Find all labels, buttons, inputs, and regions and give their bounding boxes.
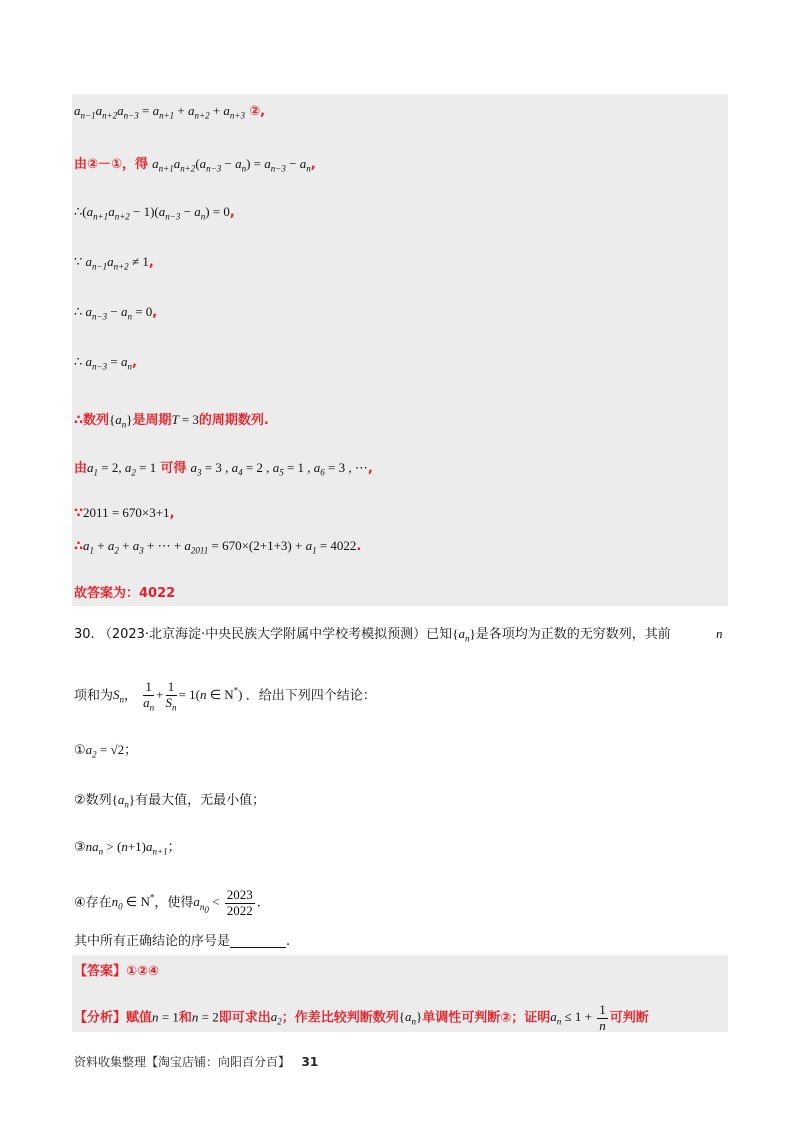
- sum-symbol: $S_n$: [113, 687, 125, 706]
- solution-line-1: [74, 104, 265, 121]
- equation: $a_{n_0}$ < $\frac{2023}{2022}$: [193, 887, 253, 918]
- solution-line-2: 由②－①，得 $a_{n+1}a_{n+2}(a_{n-3} - a_n) = a_{n-3} - a_n$,: [74, 156, 316, 174]
- footer-text: 资料收集整理【淘宝店铺：向阳百分百】: [74, 1055, 291, 1069]
- equation: $na_n > (n+1)a_{n+1}$: [85, 839, 168, 857]
- solution-line-8: 由$a_1 = 2$, $a_2 = 1$ 可得 $a_3 = 3$ , $a_4 = 2$ , $a_5 = 1$ , $a_6 = 3$ , ⋯,: [74, 460, 373, 478]
- sequence-set: $\{a_n\}$: [111, 792, 136, 810]
- equation: ∴ $a_{n-3} - a_n = 0$: [74, 304, 153, 322]
- option-3: $③na_n > (n+1)a_{n+1}$；: [74, 839, 181, 857]
- solution-line-5: ∴ $a_{n-3} - a_n = 0$,: [74, 304, 158, 322]
- equation: $a_{n-1}a_{n+2}a_{n-3} = a_{n+1} + a_{n+2} + a_{n+3}$: [74, 103, 245, 121]
- answer-label-line: 【答案】①②④: [74, 964, 160, 979]
- solution-line-6: ∴ $a_{n-3} = a_n$,: [74, 354, 137, 372]
- question-number: 30.: [74, 627, 95, 642]
- period-value: T = 3: [171, 412, 199, 427]
- option-4: ④存在$n_0$ ∈ N*，使得$a_{n_0}$ < $\frac{2023}{2022}$ .: [74, 887, 261, 918]
- equation: $\therefore(a_{n+1}a_{n+2} - 1)(a_{n-3} - a_n) = 0$: [74, 204, 230, 222]
- equation: $a_1 = 2$, $a_2 = 1$: [87, 460, 157, 478]
- step-text: 由②－①，得: [74, 157, 149, 172]
- equation: ∵ $a_{n-1}a_{n+2} \ne 1$: [74, 254, 149, 272]
- solution-line-9: ∵2011 = 670×3+1,: [74, 505, 175, 521]
- sequence-set: $\{a_n\}$: [398, 1009, 423, 1028]
- equation: $a_2 = √2$: [85, 742, 125, 760]
- option-1: $①a_2 = √2$；: [74, 742, 138, 760]
- answer-line: 故答案为：4022: [74, 586, 176, 601]
- page-number: 31: [301, 1055, 319, 1069]
- question-stem-line-1: 30. （2023·北京海淀·中央民族大学附属中学校考模拟预测）已知$\{a_n\}$是各项均为正数的无穷数列，其前: [74, 626, 671, 644]
- equation: $a_{n+1}a_{n+2}(a_{n-3} - a_n) = a_{n-3} - a_n$: [152, 156, 311, 174]
- question-ask: 其中所有正确结论的序号是 .: [74, 934, 291, 949]
- option-2: ②数列$\{a_n\}$有最大值，无最小值；: [74, 792, 266, 810]
- sequence-set: $\{a_n\}$: [452, 626, 476, 644]
- circled-tag: ②,: [249, 104, 266, 119]
- equation: $a_2$: [270, 1009, 282, 1028]
- sequence-set: $\{a_n\}$: [109, 412, 133, 430]
- question-stem-line-2: 项和为$S_n$， $\frac{1}{a_n}$ + $\frac{1}{S_n}$ = 1(n ∈ N*) ．给出下列四个结论：: [74, 679, 376, 713]
- answer-blank: [230, 935, 286, 948]
- solution-line-7: ∴数列$\{a_n\}$是周期T = 3的周期数列.: [74, 412, 269, 430]
- page-footer: [74, 1053, 318, 1070]
- equation: ∴ $a_{n-3} = a_n$: [74, 354, 132, 372]
- equation: n = 1: [152, 1009, 179, 1025]
- equation: $n_0$ ∈ N*: [111, 893, 155, 913]
- equation: $a_1 + a_2 + a_3$ + ⋯ + $a_{2011} = 670\times(2+1+3) + a_1 = 4022$: [83, 538, 357, 556]
- question-source: （2023·北京海淀·中央民族大学附属中学校考模拟预测）已知: [98, 627, 453, 642]
- question-n: n: [716, 626, 723, 641]
- given-equation: $\frac{1}{a_n}$ + $\frac{1}{S_n}$ = 1(n ∈ N*): [143, 679, 243, 713]
- equation: 2011 = 670×3+1: [83, 505, 170, 520]
- solution-line-4: ∵ $a_{n-1}a_{n+2} \ne 1$,: [74, 254, 154, 272]
- solution-line-10: $\therefore a_1 + a_2 + a_3$ + ⋯ + $a_{2011} = 670\times(2+1+3) + a_1 = 4022$.: [74, 538, 362, 556]
- analysis-line: 【分析】赋值n = 1和n = 2即可求出$a_2$；作差比较判断数列$\{a_n\}$单调性可判断②；证明$a_n \le 1$ + $\frac{1}{n}$ 可判断: [74, 1002, 649, 1033]
- equation: n = 2: [191, 1009, 219, 1025]
- equation: $a_n \le 1$ + $\frac{1}{n}$: [550, 1002, 606, 1033]
- solution-line-3: $\therefore(a_{n+1}a_{n+2} - 1)(a_{n-3} - a_n) = 0$,: [74, 204, 235, 222]
- equation: $a_3 = 3$ , $a_4 = 2$ , $a_5 = 1$ , $a_6 = 3$ , ⋯: [190, 460, 368, 478]
